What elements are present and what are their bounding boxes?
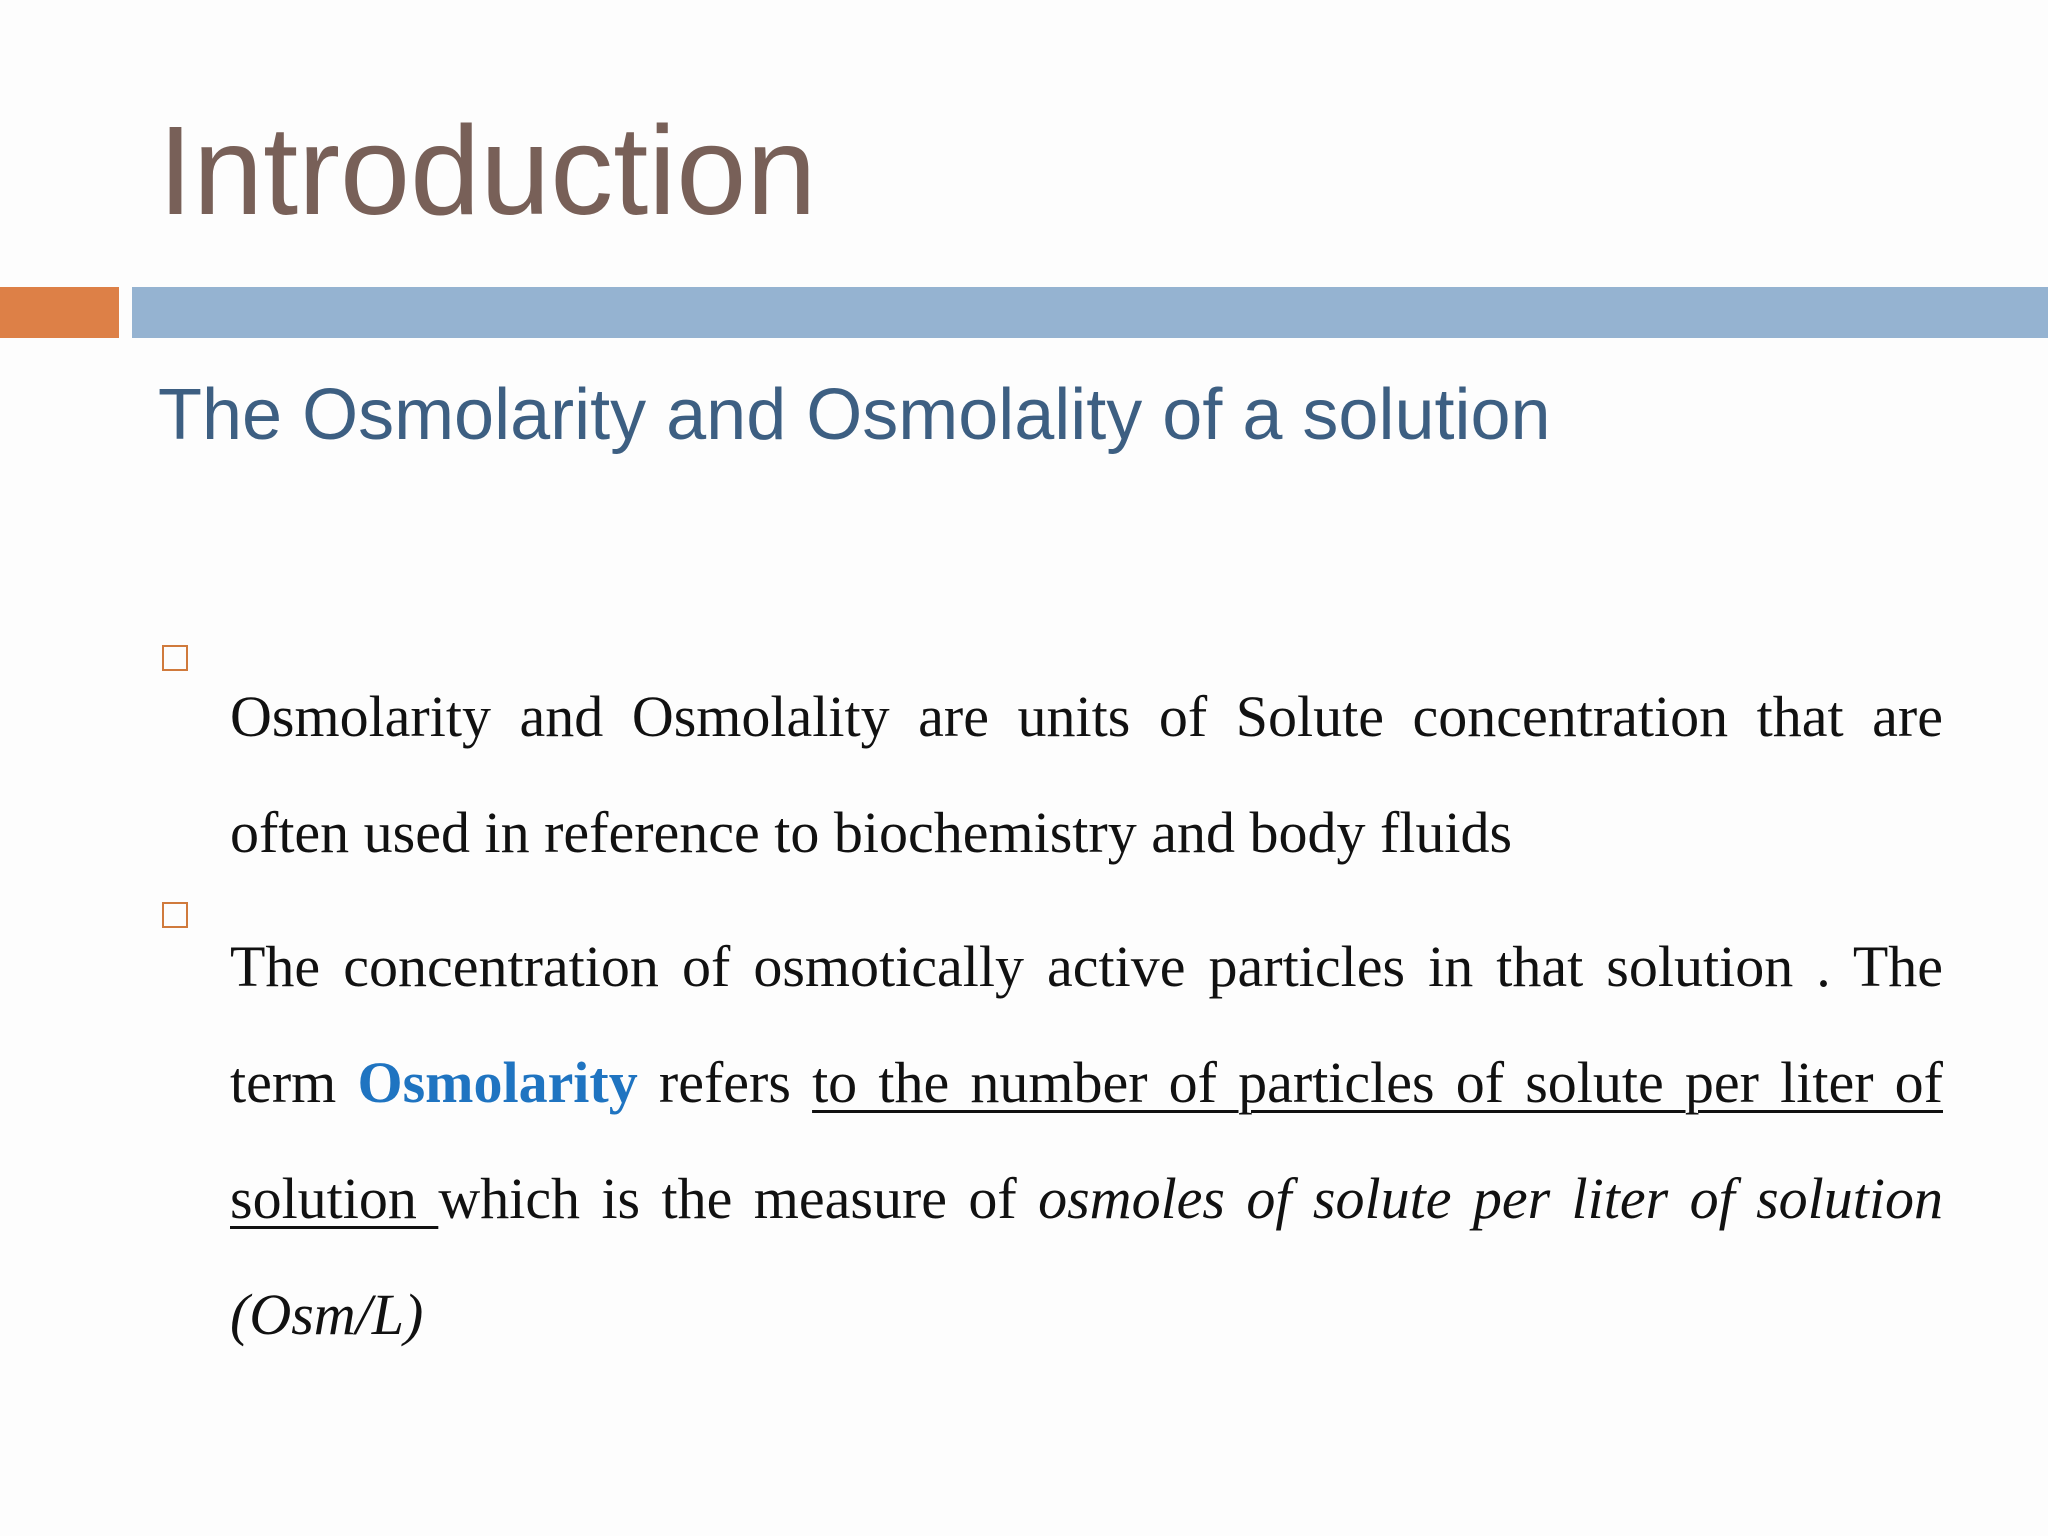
hollow-square-bullet-icon — [162, 902, 188, 928]
bullet-item-units — [230, 659, 1943, 891]
slide-title: Introduction — [158, 100, 817, 241]
bullet-item-osmolarity-definition — [230, 909, 1943, 1373]
bullet-text-middle: refers — [637, 1050, 813, 1115]
underlined-definition: to the number of particles of solute per liter of solution — [230, 1050, 1943, 1231]
bullet-text-after-underline: which is the measure of — [438, 1166, 1039, 1231]
slide-subtitle: The Osmolarity and Osmolality of a solution — [158, 375, 1551, 455]
highlighted-term: Osmolarity — [357, 1050, 638, 1115]
italic-unit-description: osmoles of solute per liter of solution (Osm/L) — [230, 1166, 1943, 1347]
bullet-text-intro: The concentration of osmotically active particles in that solution . The term — [230, 934, 1943, 1115]
bullet-text-units: Osmolarity and Osmolality are units of Solute concentration that are often used in reference to biochemistry and body fluids — [230, 684, 1943, 865]
hollow-square-bullet-icon — [162, 645, 188, 671]
